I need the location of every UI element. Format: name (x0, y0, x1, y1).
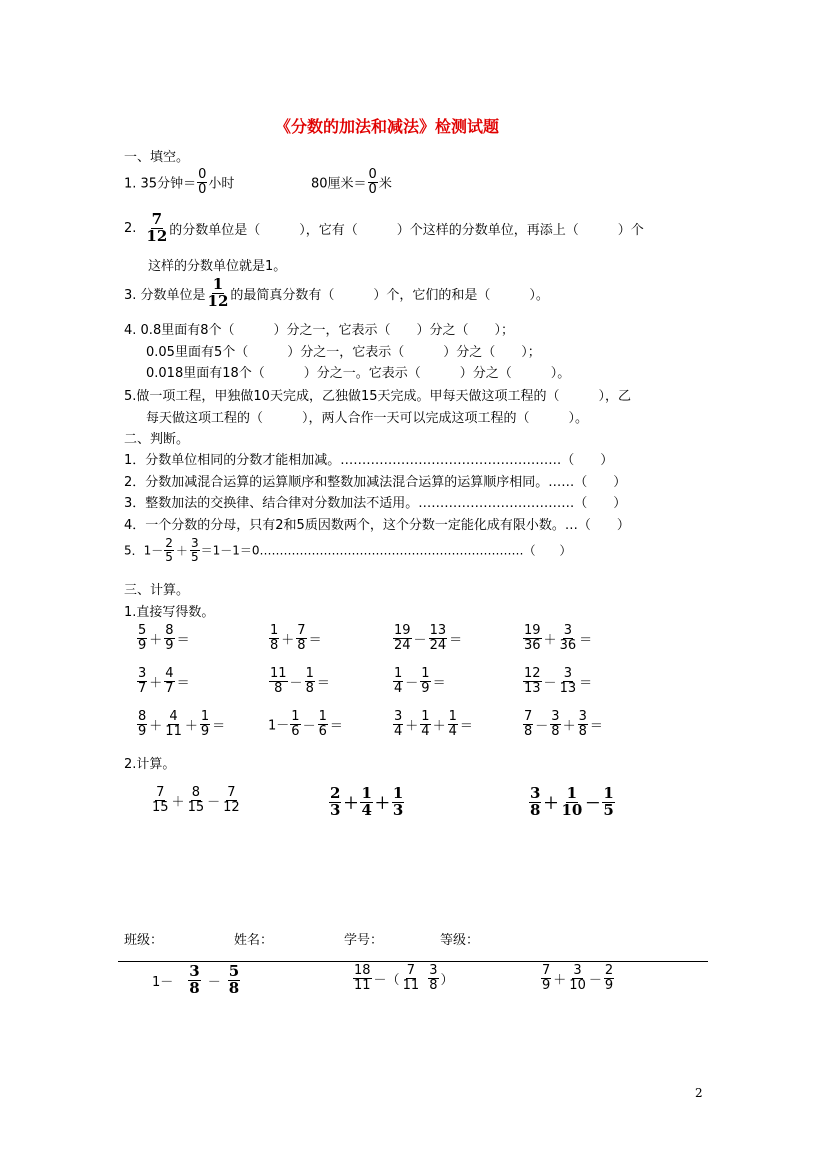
fraction: $\frac{5}{9}$ (138, 623, 147, 653)
fraction: $\frac{7}{8}$ (524, 709, 533, 739)
equals-sign: ＝ (316, 675, 330, 691)
operator: － (543, 675, 557, 691)
divider-line (118, 961, 708, 962)
judge-5-fraction-2: $\frac{3}{5}$ (190, 536, 199, 564)
equals-sign: ＝ (579, 632, 593, 648)
student-id-label: 学号： (344, 933, 384, 948)
equals-sign: ＝ (589, 718, 603, 734)
class-label: 班级： (124, 933, 164, 948)
expression-prefix: 1－ (268, 718, 290, 734)
calc-problem-3 (528, 786, 616, 819)
fraction: $\frac{1}{6}$ (318, 709, 327, 739)
fraction: $\frac{1}{9}$ (421, 666, 430, 696)
equals-sign: ＝ (212, 718, 226, 734)
q2-number: 2. (124, 220, 137, 236)
judge-5: 5．1－ $\frac{2}{5}$ ＋ $\frac{3}{5}$ ＝1－1＝0…………………………………………………………（ ） (124, 536, 572, 564)
judge-4: 4．一个分数的分母，只有2和5质因数两个，这个分数一定能化成有限小数。…（ ） (124, 518, 630, 533)
judge-5-text: 5．1－ (124, 543, 164, 558)
equals-sign: ＝ (176, 675, 190, 691)
operator: ＋ (184, 718, 198, 734)
q2-text: 的分数单位是（ ），它有（ ）个这样的分数单位，再添上（ ）个 (169, 222, 644, 238)
grade-label: 等级： (440, 933, 480, 948)
operator: － (302, 718, 316, 734)
q1b-unit: 米 (378, 176, 392, 192)
name-label: 姓名： (234, 933, 274, 948)
operator: － (405, 675, 419, 691)
direct-answer-row1-a (136, 624, 191, 652)
section-3-heading: 三、计算。 (124, 583, 190, 598)
operator: ＋ (343, 793, 359, 812)
q4-line-3: 0.018里面有18个（ ）分之一。它表示（ ）分之（ ）。 (146, 366, 571, 381)
direct-answer-row2-d (522, 667, 593, 695)
q3 (124, 277, 549, 310)
e2-fraction-1: $\frac{18}{11}$ (354, 963, 371, 993)
fraction: $\frac{19}{24}$ (394, 623, 411, 653)
operator: － (585, 793, 601, 812)
operator: － (207, 794, 221, 810)
operator: ＋ (149, 632, 163, 648)
operator: ＋ (543, 632, 557, 648)
operator: ＋ (374, 793, 390, 812)
q2-continued: 这样的分数单位就是1。 (148, 259, 287, 274)
e1-fraction-1: $\frac{3}{8}$ (189, 962, 200, 997)
e1-text: 1－ (152, 974, 174, 990)
e2-fraction-3: $\frac{3}{8}$ (429, 963, 438, 993)
judge-1: 1．分数单位相同的分数才能相加减。……………………………………………（ ） (124, 453, 614, 468)
fraction: $\frac{1}{4}$ (421, 709, 430, 739)
q1b-text: 80厘米＝ (311, 176, 367, 192)
bottom-expression-2: $\frac{18}{11}$ －（ $\frac{7}{11}$ $\frac{3}{8}$ ） (354, 963, 454, 993)
fraction: $\frac{1}{8}$ (270, 623, 279, 653)
operator: ＋ (543, 793, 559, 812)
operator: － (289, 675, 303, 691)
fraction: $\frac{8}{9}$ (165, 623, 174, 653)
fraction: $\frac{3}{4}$ (394, 709, 403, 739)
direct-answer-row1-d (522, 624, 593, 652)
fraction: $\frac{1}{4}$ (448, 709, 457, 739)
calc-problem-1 (150, 786, 242, 814)
q5-line-1: 5.做一项工程，甲独做10天完成，乙独做15天完成。甲每天做这项工程的（ ），乙 (124, 389, 631, 404)
operator: ＋ (171, 794, 185, 810)
direct-answer-row2-a (136, 667, 191, 695)
fraction: $\frac{1}{8}$ (305, 666, 314, 696)
e3-fraction-1: $\frac{7}{9}$ (542, 963, 551, 993)
fraction: $\frac{1}{4}$ (361, 784, 372, 819)
q2 (124, 212, 644, 245)
judge-5-text-2: ＝1－1＝0…………………………………………………………（ ） (200, 543, 572, 558)
q1 (124, 168, 234, 196)
fraction: $\frac{3}{8}$ (551, 709, 560, 739)
fraction: $\frac{2}{3}$ (330, 784, 341, 819)
direct-answer-row3-a (136, 710, 226, 738)
fraction: $\frac{7}{8}$ (297, 623, 306, 653)
fraction: $\frac{8}{9}$ (138, 709, 147, 739)
bottom-expression-3: $\frac{7}{9}$ ＋ $\frac{3}{10}$ － $\frac{2}{9}$ (542, 963, 614, 993)
fraction: $\frac{3}{8}$ (530, 784, 541, 819)
fraction: $\frac{12}{13}$ (524, 666, 541, 696)
sub-heading-2: 2.计算。 (124, 757, 176, 772)
judge-2: 2．分数加减混合运算的运算顺序和整数加减法混合运算的运算顺序相同。……（ ） (124, 475, 627, 490)
fraction: $\frac{19}{36}$ (524, 623, 541, 653)
fraction: $\frac{1}{10}$ (561, 784, 583, 819)
fraction: $\frac{4}{7}$ (165, 666, 174, 696)
fraction: $\frac{11}{8}$ (270, 666, 287, 696)
e1-fraction-2: $\frac{5}{8}$ (228, 962, 240, 997)
q3-text-2: 的最简真分数有（ ）个，它们的和是（ ）。 (230, 287, 549, 303)
q3-text: 3. 分数单位是 (124, 287, 206, 303)
operator: － (535, 718, 549, 734)
fraction: $\frac{13}{24}$ (429, 623, 447, 653)
q4-line-1: 4. 0.8里面有8个（ ）分之一，它表示（ ）分之（ ）； (124, 323, 514, 338)
fraction: $\frac{8}{15}$ (187, 785, 205, 815)
fraction: $\frac{3}{36}$ (559, 623, 577, 653)
bottom-expression-1: 1－ $\frac{3}{8}$ － $\frac{5}{8}$ (152, 962, 240, 997)
q4-line-2: 0.05里面有5个（ ）分之一，它表示（ ）分之（ ）； (146, 345, 541, 360)
direct-answer-row2-c (392, 667, 447, 695)
operator: ＋ (149, 675, 163, 691)
operator: － (413, 632, 427, 648)
equals-sign: ＝ (449, 632, 463, 648)
q1a-fraction: $\frac{0}{0}$ (198, 167, 207, 197)
judge-5-fraction-1: $\frac{2}{5}$ (165, 536, 173, 564)
operator: ＋ (405, 718, 419, 734)
q1a-unit: 小时 (208, 176, 235, 192)
direct-answer-row3-d (522, 710, 604, 738)
fraction: $\frac{3}{8}$ (578, 709, 587, 739)
fraction: $\frac{1}{4}$ (394, 666, 403, 696)
direct-answer-row1-b (268, 624, 323, 652)
section-2-heading: 二、判断。 (124, 432, 190, 447)
e3-fraction-3: $\frac{2}{9}$ (604, 963, 614, 993)
direct-answer-row3-c (392, 710, 474, 738)
equals-sign: ＝ (432, 675, 446, 691)
equals-sign: ＝ (308, 632, 322, 648)
q1b-fraction: $\frac{0}{0}$ (368, 167, 377, 197)
direct-answer-row2-b (268, 667, 331, 695)
fraction: $\frac{4}{11}$ (165, 709, 182, 739)
direct-answer-row1-c (392, 624, 463, 652)
judge-3: 3．整数加法的交换律、结合律对分数加法不适用。………………………………（ ） (124, 496, 627, 511)
fraction: $\frac{3}{7}$ (138, 666, 147, 696)
operator: ＋ (432, 718, 446, 734)
fraction: $\frac{3}{13}$ (559, 666, 577, 696)
q2-fraction: $\frac{7}{12}$ (146, 210, 168, 245)
equals-sign: ＝ (579, 675, 593, 691)
operator: ＋ (281, 632, 295, 648)
fraction: $\frac{1}{9}$ (200, 709, 210, 739)
q1a-text: 1. 35分钟＝ (124, 176, 197, 192)
e2-fraction-2: $\frac{7}{11}$ (402, 963, 420, 993)
q5-line-2: 每天做这项工程的（ ），两人合作一天可以完成这项工程的（ ）。 (146, 411, 589, 426)
e3-fraction-2: $\frac{3}{10}$ (569, 963, 586, 993)
q3-fraction: $\frac{1}{12}$ (207, 275, 229, 310)
equals-sign: ＝ (329, 718, 343, 734)
fraction: $\frac{1}{3}$ (392, 784, 404, 819)
direct-answer-row3-b (268, 710, 344, 738)
sub-heading-1: 1.直接写得数。 (124, 605, 215, 620)
section-1-heading: 一、填空。 (124, 150, 190, 165)
page-title: 《分数的加法和减法》检测试题 (275, 117, 500, 136)
page-number: 2 (695, 1086, 703, 1100)
q1b (311, 168, 392, 196)
fraction: $\frac{1}{6}$ (291, 709, 300, 739)
calc-problem-2 (328, 786, 405, 819)
equals-sign: ＝ (459, 718, 473, 734)
fraction: $\frac{1}{5}$ (603, 784, 614, 819)
fraction: $\frac{7}{12}$ (223, 785, 240, 815)
operator: ＋ (562, 718, 576, 734)
fraction: $\frac{7}{15}$ (152, 785, 169, 815)
equals-sign: ＝ (176, 632, 190, 648)
operator: ＋ (149, 718, 163, 734)
